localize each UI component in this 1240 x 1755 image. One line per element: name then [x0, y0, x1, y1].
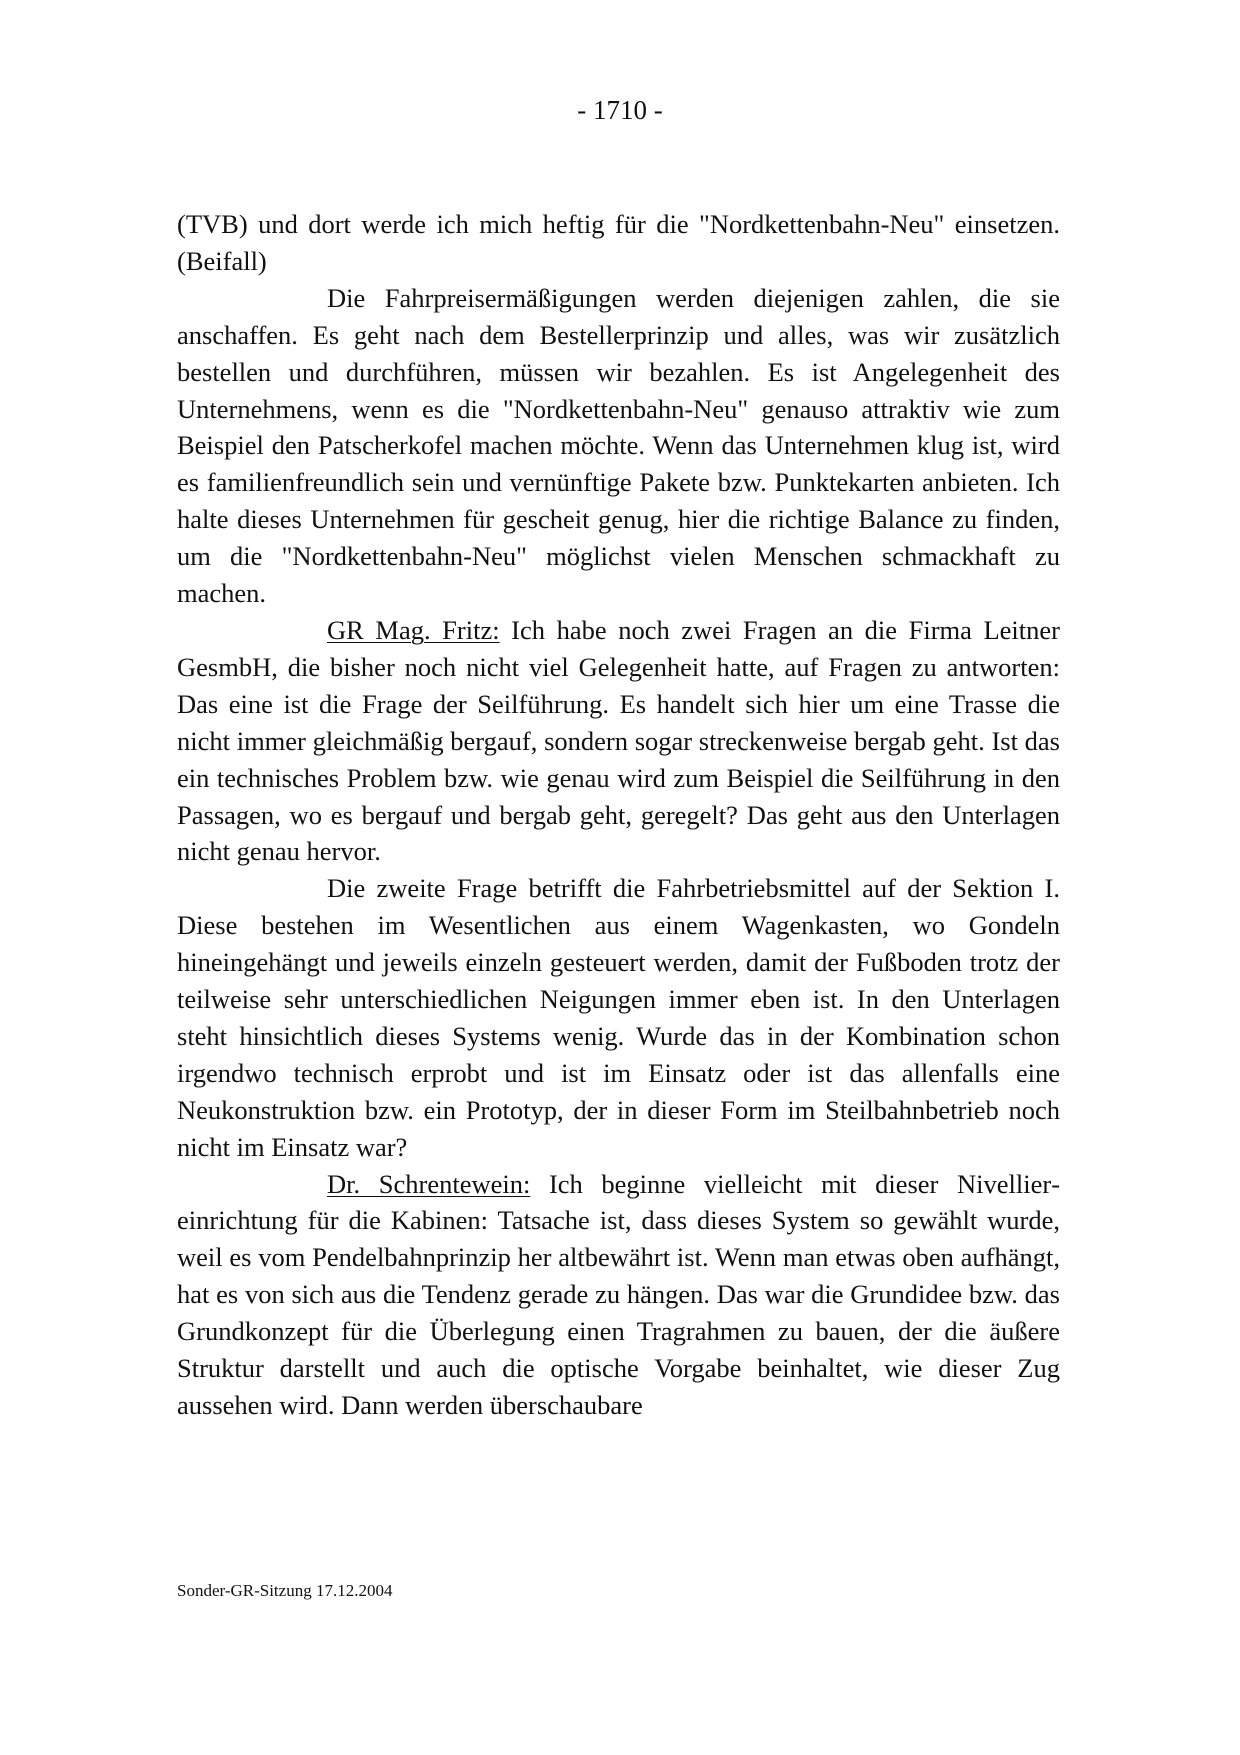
paragraph-text: (TVB) und dort werde ich mich heftig für die "Nordkettenbahn-Neu" einsetzen. (Beifall) [177, 209, 1060, 276]
speaker-name: Dr. Schrentewein: [327, 1168, 531, 1199]
paragraph-text: Die zweite Frage betrifft die Fahrbetriebsmittel auf der Sektion I. Diese bestehen im Wesentlichen aus einem Wagenkasten, wo Gondeln hineingehängt und jeweils einzeln gesteuert werden, damit der Fußboden trotz der teilweise sehr unterschiedlichen Neigungen immer eben ist. In den Unterlagen steht hinsichtlich dieses Systems wenig. Wurde das in der Kombination schon irgendwo technisch erprobt und ist im Einsatz oder ist das allenfalls eine Neukonstruktion bzw. ein Prototyp, der in dieser Form im Steilbahnbetrieb noch nicht im Einsatz war? [177, 873, 1060, 1162]
paragraph [177, 1166, 1060, 1424]
paragraph [177, 280, 1060, 612]
paragraph-text: Ich beginne vielleicht mit dieser Nivelliereinrichtung für die Kabinen: Tatsache ist, dass dieses System so gewählt wurde, weil es vom Pendelbahnprinzip her altbewährt ist. Wenn man etwas oben aufhängt, hat es von sich aus die Tendenz gerade zu hängen. Das war die Grundidee bzw. das Grundkonzept für die Überlegung einen Tragrahmen zu bauen, der die äußere Struktur darstellt und auch die optische Vorgabe beinhaltet, wie dieser Zug aussehen wird. Dann werden überschaubare [177, 1168, 1061, 1420]
paragraph-text: Ich habe noch zwei Fragen an die Firma Leitner GesmbH, die bisher noch nicht viel Gelegenheit hatte, auf Fragen zu antworten: Das eine ist die Frage der Seilführung. Es handelt sich hier um eine Trasse die nicht immer gleichmäßig bergauf, sondern sogar streckenweise bergab geht. Ist das ein technisches Problem bzw. wie genau wird zum Beispiel die Seilführung in den Passagen, wo es bergauf und bergab geht, geregelt? Das geht aus den Unterlagen nicht genau hervor. [177, 614, 1060, 867]
speaker-name: GR Mag. Fritz: [327, 614, 500, 645]
paragraph [177, 206, 1060, 280]
footer-session-label: Sonder-GR-Sitzung 17.12.2004 [177, 1581, 393, 1600]
document-body [177, 206, 1060, 1424]
paragraph [177, 870, 1060, 1165]
page-number: - 1710 - [577, 95, 663, 125]
paragraph [177, 612, 1060, 870]
paragraph-text: Die Fahrpreisermäßigungen werden diejenigen zahlen, die sie anschaffen. Es geht nach dem Bestellerprinzip und alles, was wir zusätzlich bestellen und durchführen, müssen wir bezahlen. Es ist Angelegenheit des Unternehmens, wenn es die "Nordkettenbahn-Neu" genauso attraktiv wie zum Beispiel den Patscherkofel machen möchte. Wenn das Unternehmen klug ist, wird es familienfreundlich sein und vernünftige Pakete bzw. Punktekarten anbieten. Ich halte dieses Unternehmen für gescheit genug, hier die richtige Balance zu finden, um die "Nordkettenbahn-Neu" möglichst vielen Menschen schmackhaft zu machen. [177, 282, 1060, 609]
